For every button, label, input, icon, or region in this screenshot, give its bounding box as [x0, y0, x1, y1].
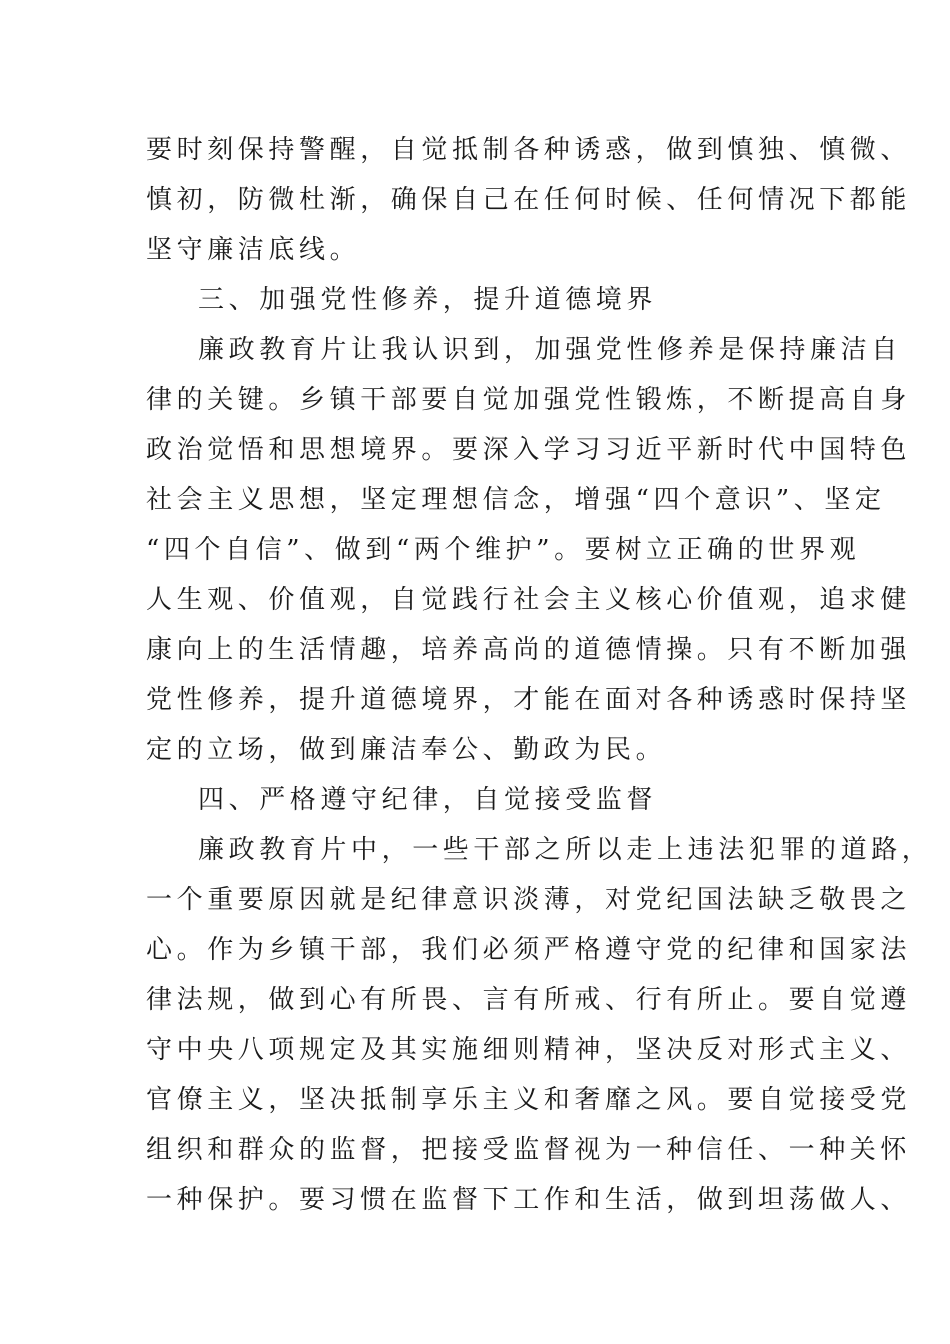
text-line: 人生观、价值观，自觉践行社会主义核心价值观，追求健 — [146, 585, 912, 615]
section-heading: 四、严格遵守纪律，自觉接受监督 — [198, 785, 658, 815]
text-line: 党性修养，提升道德境界，才能在面对各种诱惑时保持坚 — [146, 685, 912, 715]
text-line: 律的关键。乡镇干部要自觉加强党性锻炼，不断提高自身 — [146, 385, 912, 415]
text-line: 心。作为乡镇干部，我们必须严格遵守党的纪律和国家法 — [146, 935, 912, 965]
text-line: 社会主义思想，坚定理想信念，增强“四个意识”、坚定 — [146, 485, 886, 515]
text-line: 定的立场，做到廉洁奉公、勤政为民。 — [146, 735, 667, 765]
text-line: 律法规，做到心有所畏、言有所戒、行有所止。要自觉遵 — [146, 985, 912, 1015]
paragraph-first-line: 廉政教育片让我认识到，加强党性修养是保持廉洁自 — [198, 335, 902, 365]
paragraph-first-line: 廉政教育片中，一些干部之所以走上违法犯罪的道路， — [198, 835, 933, 865]
text-line: 一个重要原因就是纪律意识淡薄，对党纪国法缺乏敬畏之 — [146, 885, 912, 915]
section-heading: 三、加强党性修养，提升道德境界 — [198, 285, 658, 315]
text-line: 官僚主义，坚决抵制享乐主义和奢靡之风。要自觉接受党 — [146, 1085, 912, 1115]
text-line: 要时刻保持警醒，自觉抵制各种诱惑，做到慎独、慎微、 — [146, 135, 912, 165]
text-line: 康向上的生活情趣，培养高尚的道德情操。只有不断加强 — [146, 635, 912, 665]
text-line: 政治觉悟和思想境界。要深入学习习近平新时代中国特色 — [146, 435, 912, 465]
text-line: 一种保护。要习惯在监督下工作和生活，做到坦荡做人、 — [146, 1185, 912, 1215]
text-line: 守中央八项规定及其实施细则精神，坚决反对形式主义、 — [146, 1035, 912, 1065]
text-line: 组织和群众的监督，把接受监督视为一种信任、一种关怀 — [146, 1135, 912, 1165]
text-line: 坚守廉洁底线。 — [146, 235, 361, 265]
text-line: 慎初，防微杜渐，确保自己在任何时候、任何情况下都能 — [146, 185, 912, 215]
text-line: “四个自信”、做到“两个维护”。要树立正确的世界观 — [146, 535, 861, 565]
